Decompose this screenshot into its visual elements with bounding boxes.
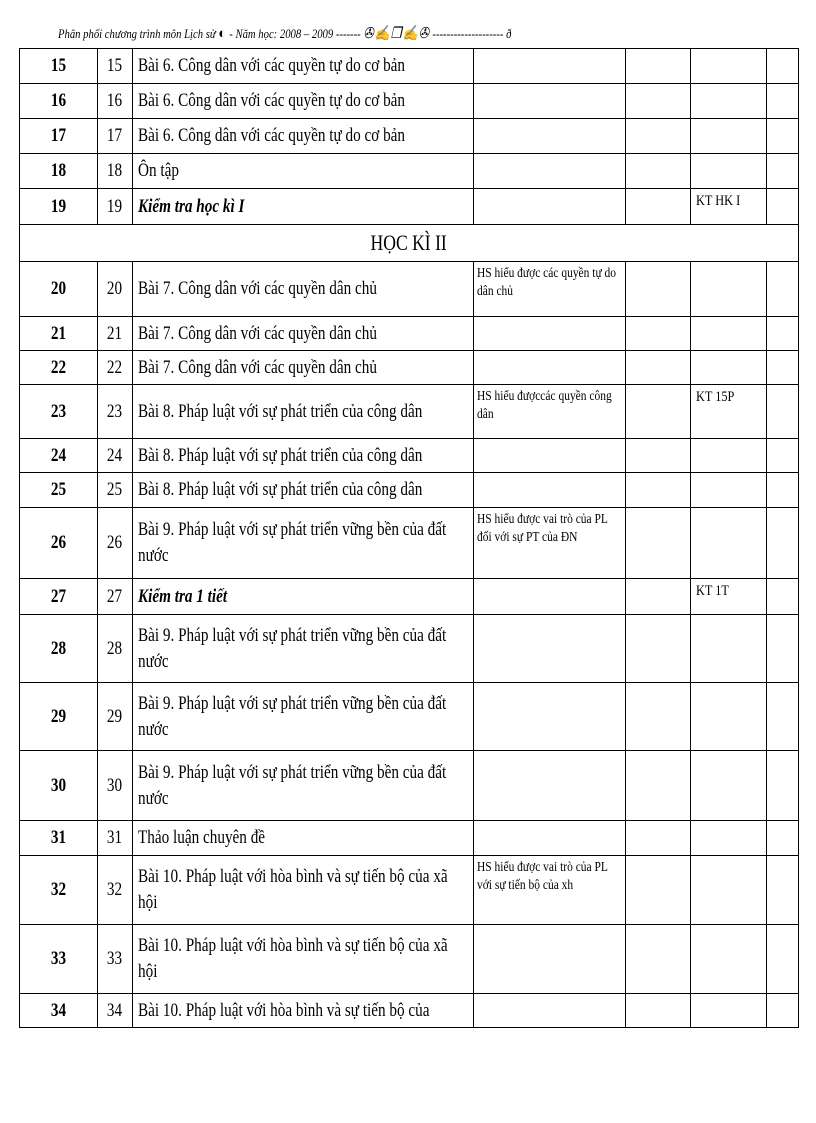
- lesson-note: [691, 84, 767, 119]
- table-row: [20, 579, 799, 615]
- lesson-goal-text: [477, 58, 616, 61]
- lesson-content-text: Bài 8. Pháp luật với sự phát triển của công dân: [137, 479, 423, 500]
- lesson-goal-text: [477, 692, 616, 695]
- lesson-content: [132, 994, 473, 1028]
- lesson-note: [691, 856, 767, 925]
- lesson-content-text: Bài 10. Pháp luật với hòa bình và sự tiến bộ của xã hội: [137, 935, 448, 982]
- lesson-note-text: KT 1T: [696, 583, 730, 599]
- section-title: HỌC KÌ II: [20, 225, 799, 262]
- lesson-number: [20, 189, 98, 225]
- empty-cell: [625, 385, 691, 439]
- lesson-note: [691, 317, 767, 351]
- lesson-content-text: Bài 7. Công dân với các quyền dân chủ: [137, 278, 377, 299]
- lesson-note: [691, 751, 767, 821]
- lesson-goal: [474, 189, 626, 225]
- period-number-text: 18: [107, 160, 123, 181]
- empty-cell: [767, 751, 799, 821]
- lesson-content-text: Kiểm tra học kì I: [137, 195, 245, 217]
- lesson-content-text: Bài 7. Công dân với các quyền dân chủ: [137, 356, 377, 378]
- empty-cell: [625, 262, 691, 317]
- empty-cell: [767, 439, 799, 473]
- empty-cell: [767, 119, 799, 154]
- lesson-content-text: Bài 10. Pháp luật với hòa bình và sự tiến bộ của: [137, 999, 430, 1021]
- lesson-number-text: 34: [50, 999, 67, 1021]
- lesson-goal-text: [477, 482, 616, 485]
- subject-icon: ◐: [218, 26, 227, 42]
- lesson-goal-text: [477, 830, 616, 833]
- period-number-text: 20: [107, 278, 123, 299]
- lesson-note: [691, 994, 767, 1028]
- table-row: [20, 615, 799, 683]
- empty-cell: [625, 508, 691, 579]
- lesson-goal-text: [477, 588, 616, 591]
- lesson-goal: [474, 351, 626, 385]
- lesson-content-text: Ôn tập: [137, 160, 179, 181]
- table-row: [20, 385, 799, 439]
- lesson-number-text: 21: [50, 322, 67, 344]
- lesson-content: [132, 683, 473, 751]
- period-number: [97, 683, 132, 751]
- empty-cell: [625, 119, 691, 154]
- period-number-text: 25: [107, 479, 123, 500]
- lesson-number: [20, 579, 98, 615]
- period-number-text: 30: [107, 774, 123, 796]
- empty-cell: [625, 579, 691, 615]
- empty-cell: [767, 856, 799, 925]
- lesson-number-text: 22: [50, 356, 67, 378]
- lesson-goal-text: [477, 1003, 616, 1006]
- lesson-goal-text: HS hiểu đượccác quyền công dân: [477, 389, 612, 422]
- lesson-number: [20, 119, 98, 154]
- lesson-number-text: 26: [50, 532, 67, 553]
- table-row: [20, 84, 799, 119]
- lesson-number-text: 24: [50, 444, 67, 466]
- lesson-goal: [474, 925, 626, 994]
- lesson-goal: [474, 508, 626, 579]
- table-row: [20, 189, 799, 225]
- header-tail: ð: [506, 26, 512, 41]
- lesson-note: [691, 821, 767, 856]
- period-number-text: 29: [107, 705, 123, 727]
- empty-cell: [625, 84, 691, 119]
- lesson-note: [691, 615, 767, 683]
- table-row: [20, 508, 799, 579]
- period-number: [97, 49, 132, 84]
- period-number-text: 26: [107, 532, 123, 553]
- lesson-number: [20, 683, 98, 751]
- period-number: [97, 615, 132, 683]
- lesson-number: [20, 317, 98, 351]
- period-number: [97, 84, 132, 119]
- lesson-content: [132, 351, 473, 385]
- lesson-content-text: Kiểm tra 1 tiết: [137, 585, 227, 607]
- lesson-goal-text: [477, 198, 616, 201]
- period-number-text: 24: [107, 444, 123, 466]
- lesson-number-text: 32: [50, 879, 67, 900]
- empty-cell: [767, 262, 799, 317]
- lesson-goal: [474, 385, 626, 439]
- empty-cell: [625, 473, 691, 508]
- lesson-goal-text: [477, 760, 616, 763]
- empty-cell: [625, 317, 691, 351]
- lesson-number-text: 18: [50, 160, 67, 181]
- lesson-goal-text: [477, 93, 616, 96]
- lesson-number-text: 19: [50, 195, 67, 217]
- empty-cell: [625, 49, 691, 84]
- period-number-text: 33: [107, 948, 123, 969]
- lesson-number-text: 28: [50, 637, 67, 659]
- lesson-content: [132, 508, 473, 579]
- empty-cell: [625, 351, 691, 385]
- lesson-number-text: 16: [50, 90, 67, 111]
- lesson-content: [132, 856, 473, 925]
- lesson-number: [20, 439, 98, 473]
- lesson-number: [20, 385, 98, 439]
- lesson-goal: [474, 439, 626, 473]
- lesson-number: [20, 856, 98, 925]
- lesson-goal-text: [477, 934, 616, 937]
- section-row: [20, 225, 799, 262]
- lesson-goal: [474, 84, 626, 119]
- empty-cell: [625, 821, 691, 856]
- period-number: [97, 439, 132, 473]
- lesson-content: [132, 84, 473, 119]
- lesson-note: [691, 508, 767, 579]
- lesson-content: [132, 751, 473, 821]
- lesson-number: [20, 154, 98, 189]
- lesson-goal: [474, 154, 626, 189]
- empty-cell: [767, 683, 799, 751]
- lesson-goal: [474, 119, 626, 154]
- lesson-note: [691, 189, 767, 225]
- period-number-text: 15: [107, 55, 123, 76]
- lesson-goal: [474, 317, 626, 351]
- empty-cell: [625, 856, 691, 925]
- lesson-content: [132, 49, 473, 84]
- table-row: [20, 751, 799, 821]
- period-number: [97, 385, 132, 439]
- header-year: - Năm học: 2008 – 2009 -------: [229, 26, 361, 41]
- table-row: [20, 317, 799, 351]
- lesson-content: [132, 615, 473, 683]
- lesson-note-text: KT 15P: [696, 389, 735, 405]
- lesson-note-text: KT HK I: [696, 193, 741, 209]
- lesson-number: [20, 821, 98, 856]
- lesson-goal: [474, 751, 626, 821]
- lesson-content-text: Bài 9. Pháp luật với sự phát triển vững bền của đất nước: [137, 761, 446, 809]
- table-row: [20, 119, 799, 154]
- lesson-number: [20, 473, 98, 508]
- table-row: [20, 154, 799, 189]
- period-number: [97, 189, 132, 225]
- lesson-note: [691, 119, 767, 154]
- lesson-goal: [474, 473, 626, 508]
- empty-cell: [767, 84, 799, 119]
- period-number: [97, 751, 132, 821]
- period-number-text: 34: [107, 999, 123, 1021]
- lesson-number: [20, 508, 98, 579]
- curriculum-table: [19, 48, 799, 1028]
- lesson-content-text: Bài 7. Công dân với các quyền dân chủ: [137, 322, 377, 344]
- lesson-content-text: Bài 9. Pháp luật với sự phát triển vững bền của đất nước: [137, 519, 446, 566]
- lesson-number: [20, 84, 98, 119]
- lesson-content-text: Bài 9. Pháp luật với sự phát triển vững bền của đất nước: [137, 624, 446, 672]
- period-number: [97, 317, 132, 351]
- semester-section: [20, 225, 799, 262]
- lesson-content-text: Bài 8. Pháp luật với sự phát triển của công dân: [137, 400, 423, 422]
- period-number: [97, 262, 132, 317]
- header-title: Phân phối chương trình môn Lịch sử: [58, 26, 216, 41]
- lesson-content-text: Bài 8. Pháp luật với sự phát triển của công dân: [137, 444, 423, 466]
- table-row: [20, 49, 799, 84]
- table-row: [20, 439, 799, 473]
- lesson-content-text: Bài 6. Công dân với các quyền tự do cơ bản: [137, 55, 405, 76]
- period-number-text: 19: [107, 195, 123, 217]
- period-number: [97, 821, 132, 856]
- lesson-number-text: 15: [50, 55, 67, 76]
- lesson-goal: [474, 821, 626, 856]
- lesson-content: [132, 154, 473, 189]
- lesson-goal-text: HS hiểu được vai trò của PL với sự tiến bộ của xh: [477, 860, 608, 893]
- lesson-note: [691, 262, 767, 317]
- lesson-note: [691, 925, 767, 994]
- table-body-bottom: [20, 262, 799, 1028]
- lesson-goal-text: [477, 360, 616, 363]
- table-row: [20, 856, 799, 925]
- lesson-note: [691, 439, 767, 473]
- lesson-goal-text: [477, 326, 616, 329]
- lesson-content: [132, 189, 473, 225]
- lesson-number: [20, 925, 98, 994]
- period-number-text: 22: [107, 356, 123, 378]
- lesson-goal: [474, 262, 626, 317]
- period-number: [97, 154, 132, 189]
- period-number-text: 28: [107, 637, 123, 659]
- empty-cell: [767, 579, 799, 615]
- lesson-number: [20, 615, 98, 683]
- lesson-goal-text: [477, 163, 616, 166]
- lesson-content-text: Bài 6. Công dân với các quyền tự do cơ bản: [137, 125, 405, 146]
- empty-cell: [767, 154, 799, 189]
- empty-cell: [767, 189, 799, 225]
- lesson-note: [691, 683, 767, 751]
- lesson-number: [20, 994, 98, 1028]
- lesson-goal-text: [477, 128, 616, 131]
- lesson-content: [132, 821, 473, 856]
- empty-cell: [767, 508, 799, 579]
- period-number: [97, 473, 132, 508]
- table-row: [20, 262, 799, 317]
- lesson-note: [691, 49, 767, 84]
- lesson-content: [132, 119, 473, 154]
- period-number-text: 32: [107, 879, 123, 900]
- period-number-text: 16: [107, 90, 123, 111]
- lesson-goal: [474, 579, 626, 615]
- lesson-number-text: 33: [50, 948, 67, 969]
- empty-cell: [767, 473, 799, 508]
- period-number-text: 21: [107, 322, 123, 344]
- lesson-content: [132, 925, 473, 994]
- lesson-content-text: Bài 6. Công dân với các quyền tự do cơ bản: [137, 90, 405, 111]
- empty-cell: [767, 994, 799, 1028]
- lesson-content: [132, 439, 473, 473]
- empty-cell: [767, 925, 799, 994]
- lesson-content-text: Bài 9. Pháp luật với sự phát triển vững bền của đất nước: [137, 692, 446, 740]
- lesson-number-text: 30: [50, 774, 67, 796]
- lesson-number: [20, 262, 98, 317]
- period-number-text: 27: [107, 585, 123, 607]
- lesson-goal: [474, 615, 626, 683]
- period-number: [97, 351, 132, 385]
- period-number: [97, 856, 132, 925]
- table-row: [20, 925, 799, 994]
- header-dashes: --------------------: [432, 26, 504, 41]
- period-number: [97, 508, 132, 579]
- empty-cell: [767, 49, 799, 84]
- lesson-number-text: 31: [50, 827, 67, 848]
- lesson-note: [691, 154, 767, 189]
- empty-cell: [625, 615, 691, 683]
- lesson-goal-text: [477, 448, 616, 451]
- empty-cell: [625, 751, 691, 821]
- empty-cell: [625, 439, 691, 473]
- lesson-content: [132, 317, 473, 351]
- lesson-content: [132, 262, 473, 317]
- lesson-number-text: 23: [50, 400, 67, 422]
- lesson-content-text: Thảo luận chuyên đề: [137, 827, 265, 848]
- period-number-text: 31: [107, 827, 123, 848]
- empty-cell: [767, 317, 799, 351]
- empty-cell: [767, 821, 799, 856]
- period-number: [97, 579, 132, 615]
- lesson-number: [20, 49, 98, 84]
- lesson-goal: [474, 994, 626, 1028]
- lesson-number-text: 29: [50, 705, 67, 727]
- lesson-goal-text: HS hiểu được vai trò của PL đối với sự PT của ĐN: [477, 512, 608, 545]
- lesson-goal: [474, 49, 626, 84]
- empty-cell: [625, 154, 691, 189]
- empty-cell: [767, 385, 799, 439]
- lesson-number-text: 17: [50, 125, 67, 146]
- period-number: [97, 119, 132, 154]
- table-row: [20, 683, 799, 751]
- lesson-number: [20, 351, 98, 385]
- table-row: [20, 821, 799, 856]
- lesson-number: [20, 751, 98, 821]
- period-number-text: 23: [107, 400, 123, 422]
- period-number: [97, 994, 132, 1028]
- lesson-note: [691, 385, 767, 439]
- table-row: [20, 994, 799, 1028]
- lesson-note: [691, 473, 767, 508]
- period-number: [97, 925, 132, 994]
- lesson-goal: [474, 683, 626, 751]
- empty-cell: [767, 615, 799, 683]
- table-row: [20, 351, 799, 385]
- empty-cell: [625, 994, 691, 1028]
- lesson-number-text: 25: [50, 479, 67, 500]
- lesson-note: [691, 579, 767, 615]
- lesson-content: [132, 579, 473, 615]
- lesson-number-text: 27: [50, 585, 67, 607]
- header-ornament: ✇✍❒✍✇: [363, 26, 430, 42]
- table-body-top: [20, 49, 799, 225]
- lesson-goal: [474, 856, 626, 925]
- lesson-note: [691, 351, 767, 385]
- page-header: [58, 22, 632, 46]
- lesson-content: [132, 473, 473, 508]
- empty-cell: [625, 925, 691, 994]
- empty-cell: [625, 683, 691, 751]
- period-number-text: 17: [107, 125, 123, 146]
- lesson-goal-text: [477, 624, 616, 627]
- empty-cell: [625, 189, 691, 225]
- lesson-content: [132, 385, 473, 439]
- lesson-goal-text: HS hiểu được các quyền tự do dân chủ: [477, 266, 617, 299]
- table-row: [20, 473, 799, 508]
- lesson-content-text: Bài 10. Pháp luật với hòa bình và sự tiến bộ của xã hội: [137, 866, 448, 913]
- empty-cell: [767, 351, 799, 385]
- lesson-number-text: 20: [50, 278, 67, 299]
